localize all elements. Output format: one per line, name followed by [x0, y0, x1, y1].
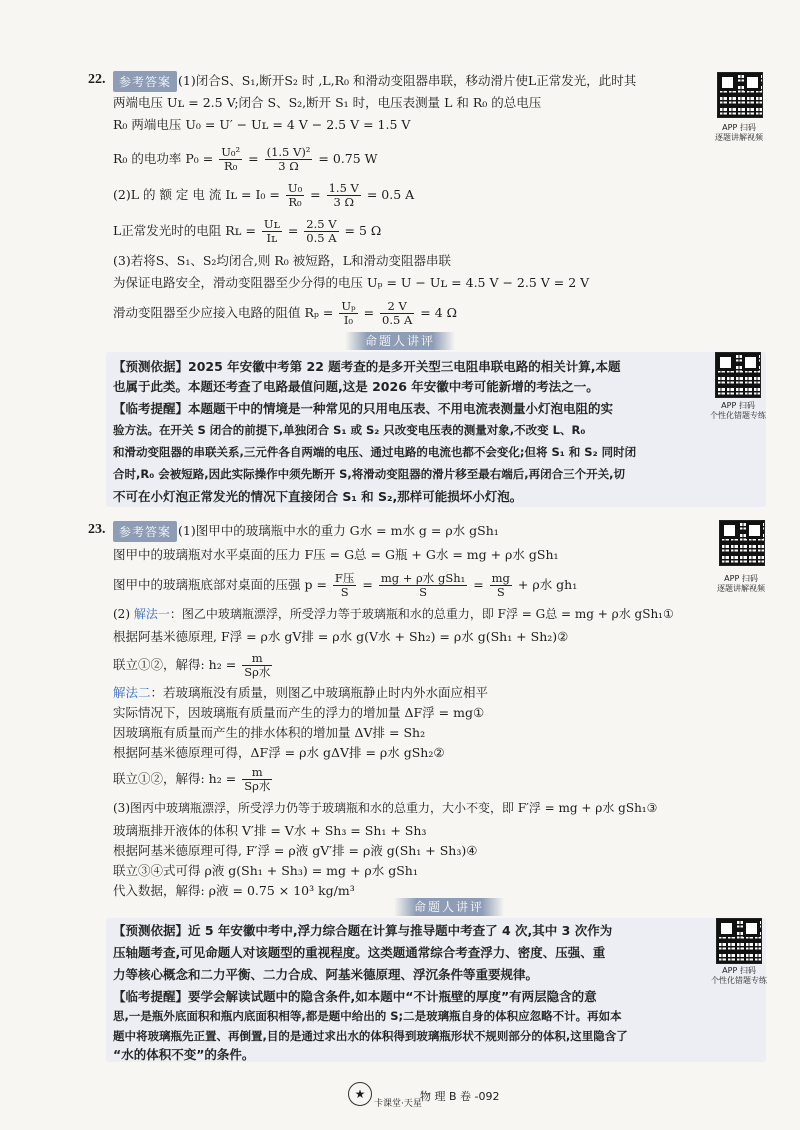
q23-pressure-equation: 图甲中的玻璃瓶底部对桌面的压强 p = $\frac{\text{F压}}{S}$ = $\frac{\text{mg + ρ水 gSh₁}}{S}$ = $\frac{mg}{S}$ + ρ水 gh₁ — [113, 571, 578, 599]
q22-comment-line: 验方法。在开关 S 闭合的前提下,单独闭合 S₁ 或 S₂ 只改变电压表的测量对象,不改变 L、R₀ — [113, 423, 586, 437]
q23-part3-line-1: (3)图丙中玻璃瓶漂浮，所受浮力仍等于玻璃瓶和水的总重力，大小不变，即 F′浮 = mg + ρ水 gSh₁③ — [113, 801, 658, 815]
q23-line-1: (1)图甲中的玻璃瓶中水的重力 G水 = m水 g = ρ水 gSh₁ — [178, 523, 499, 538]
q22-comment-line: 【临考提醒】本题题干中的情境是一种常见的只用电压表、不用电流表测量小灯泡电阻的实 — [113, 401, 614, 416]
qr-caption-22: APP 扫码 逐题讲解视频 — [715, 123, 763, 142]
q23-comment-line: 题中将玻璃瓶先正置、再倒置,目的是通过求出水的体积得到玻璃瓶形状不规则部分的体积,这里隐含了 — [113, 1029, 628, 1043]
q22-line-3a: (3)若将S、S₁、S₂均闭合,则 R₀ 被短路，L和滑动变阻器串联 — [113, 253, 452, 268]
q23-part3-line-5: 代入数据，解得: ρ液 = 0.75 × 10³ kg/m³ — [113, 883, 355, 898]
question-number-22: 22. — [88, 72, 106, 87]
qr-caption-comment-23: APP 扫码 个性化错题专练 — [711, 966, 767, 985]
qr-code-icon[interactable] — [719, 520, 765, 566]
q23-method2-line-4: 根据阿基米德原理可得，ΔF浮 = ρ水 gΔV排 = ρ水 gSh₂② — [113, 745, 445, 760]
commentary-banner-22: 命题人讲评 — [345, 332, 455, 350]
q23-comment-line: 力等核心概念和二力平衡、二力合成、阿基米德原理、浮沉条件等重要规律。 — [113, 967, 539, 982]
q23-comment-line: 【临考提醒】要学会解读试题中的隐含条件,如本题中“不计瓶壁的厚度”有两层隐含的意 — [113, 989, 597, 1004]
q23-method2-line: 解法二：若玻璃瓶没有质量，则图乙中玻璃瓶静止时内外水面应相平 — [113, 685, 489, 700]
footer-brand: 卡课堂·天星 — [374, 1099, 422, 1109]
question-number-23: 23. — [88, 522, 106, 537]
q23-line-2: 图甲中的玻璃瓶对水平桌面的压力 F压 = G总 = G瓶 + G水 = mg + ρ水 gSh₁ — [113, 547, 559, 562]
qr-caption-23: APP 扫码 逐题讲解视频 — [717, 574, 765, 593]
q23-part3-line-2: 玻璃瓶排开液体的体积 V′排 = V水 + Sh₃ = Sh₁ + Sh₃ — [113, 823, 427, 838]
star-logo-icon: ★ — [348, 1082, 372, 1106]
q22-comment-line: 不可在小灯泡正常发光的情况下直接闭合 S₁ 和 S₂,那样可能损坏小灯泡。 — [113, 489, 523, 504]
q23-comment-line: 思,一是瓶外底面积和瓶内底面积相等,都是题中给出的 S;二是玻璃瓶自身的体积应忽略不计。再如本 — [113, 1009, 622, 1023]
q23-solution-1: 联立①②，解得: h₂ = $\frac{m}{\text{Sρ水}}$ — [113, 651, 271, 679]
footer-page-label: 物 理 B 卷 -092 — [420, 1090, 500, 1103]
answer-badge-22: 参考答案 — [113, 71, 177, 92]
q22-rp-equation: 滑动变阻器至少应接入电路的阻值 Rₚ = $\frac{\text{Uₚ}}{\text{I₀}}$ = $\frac{2 V}{0.5 A}$ = 4 Ω — [113, 299, 458, 327]
q22-power-equation: R₀ 的电功率 P₀ = $\frac{\text{U₀²}}{\text{R₀}}$ = $\frac{\text{(1.5 V)²}}{3 \Omega}$ = 0.75 W — [113, 145, 378, 173]
q22-comment-line: 【预测依据】2025 年安徽中考第 22 题考查的是多开关型三电阻串联电路的相关计算,本题 — [113, 359, 621, 374]
q23-method2-line-3: 因玻璃瓶有质量而产生的排水体积的增加量 ΔV排 = Sh₂ — [113, 725, 426, 740]
q23-comment-line: 压轴题考查,可见命题人对该题型的重视程度。这类题通常综合考查浮力、密度、压强、重 — [113, 945, 606, 960]
q22-comment-line: 和滑动变阻器的串联关系,三元件各自两端的电压、通过电路的电流也都不会变化;但将 S₁ 和 S₂ 同时闭 — [113, 445, 637, 459]
q23-part3-line-4: 联立③④式可得 ρ液 g(Sh₁ + Sh₃) = mg + ρ水 gSh₁ — [113, 863, 418, 878]
q23-solution-2: 联立①②，解得: h₂ = $\frac{m}{\text{Sρ水}}$ — [113, 765, 271, 793]
qr-code-icon[interactable] — [716, 918, 762, 964]
q22-line-1: (1)闭合S、S₁,断开S₂ 时 ,L,R₀ 和滑动变阻器串联，移动滑片使L正常发光，此时其 — [178, 73, 637, 88]
qr-code-icon[interactable] — [715, 352, 761, 398]
answer-badge-23: 参考答案 — [113, 521, 177, 542]
q23-comment-line: “水的体积不变”的条件。 — [113, 1047, 255, 1062]
q22-line-2: 两端电压 Uʟ = 2.5 V;闭合 S、S₂,断开 S₁ 时，电压表测量 L 和 R₀ 的总电压 — [113, 95, 542, 110]
q23-method1-line: (2) 解法一：图乙中玻璃瓶漂浮，所受浮力等于玻璃瓶和水的总重力，即 F浮 = G总 = mg + ρ水 gSh₁① — [113, 607, 674, 621]
q22-line-3b: 为保证电路安全，滑动变阻器至少分得的电压 Uₚ = U − Uʟ = 4.5 V − 2.5 V = 2 V — [113, 275, 590, 290]
q22-comment-line: 合时,R₀ 会被短路,因此实际操作中须先断开 S,将滑动变阻器的滑片移至最右端后,再闭合三个开关,切 — [113, 467, 626, 481]
qr-caption-comment-22: APP 扫码 个性化错题专练 — [710, 401, 766, 420]
q23-comment-line: 【预测依据】近 5 年安徽中考中,浮力综合题在计算与推导题中考查了 4 次,其中 3 次作为 — [113, 923, 613, 938]
q22-comment-line: 也属于此类。本题还考查了电路最值问题,这是 2026 年安徽中考可能新增的考法之一。 — [113, 379, 599, 394]
q23-part3-line-3: 根据阿基米德原理可得, F′浮 = ρ液 gV′排 = ρ液 g(Sh₁ + Sh₃)④ — [113, 843, 478, 858]
commentary-banner-23: 命题人讲评 — [394, 898, 504, 916]
q22-current-equation: (2)L 的 额 定 电 流 Iʟ = I₀ = $\frac{\text{U₀}}{\text{R₀}}$ = $\frac{1.5 V}{3 \Omega}$ = 0.5 A — [113, 181, 415, 209]
q22-resistance-equation: L正常发光时的电阻 Rʟ = $\frac{\text{Uʟ}}{\text{Iʟ}}$ = $\frac{2.5 V}{0.5 A}$ = 5 Ω — [113, 217, 382, 245]
q23-method2-line-2: 实际情况下，因玻璃瓶有质量而产生的浮力的增加量 ΔF浮 = mg① — [113, 705, 485, 720]
qr-code-icon[interactable] — [717, 72, 763, 118]
q22-line-3: R₀ 两端电压 U₀ = U′ − Uʟ = 4 V − 2.5 V = 1.5 V — [113, 117, 411, 132]
q23-line-5: 根据阿基米德原理, F浮 = ρ水 gV排 = ρ水 g(V水 + Sh₂) = ρ水 g(Sh₁ + Sh₂)② — [113, 629, 569, 644]
